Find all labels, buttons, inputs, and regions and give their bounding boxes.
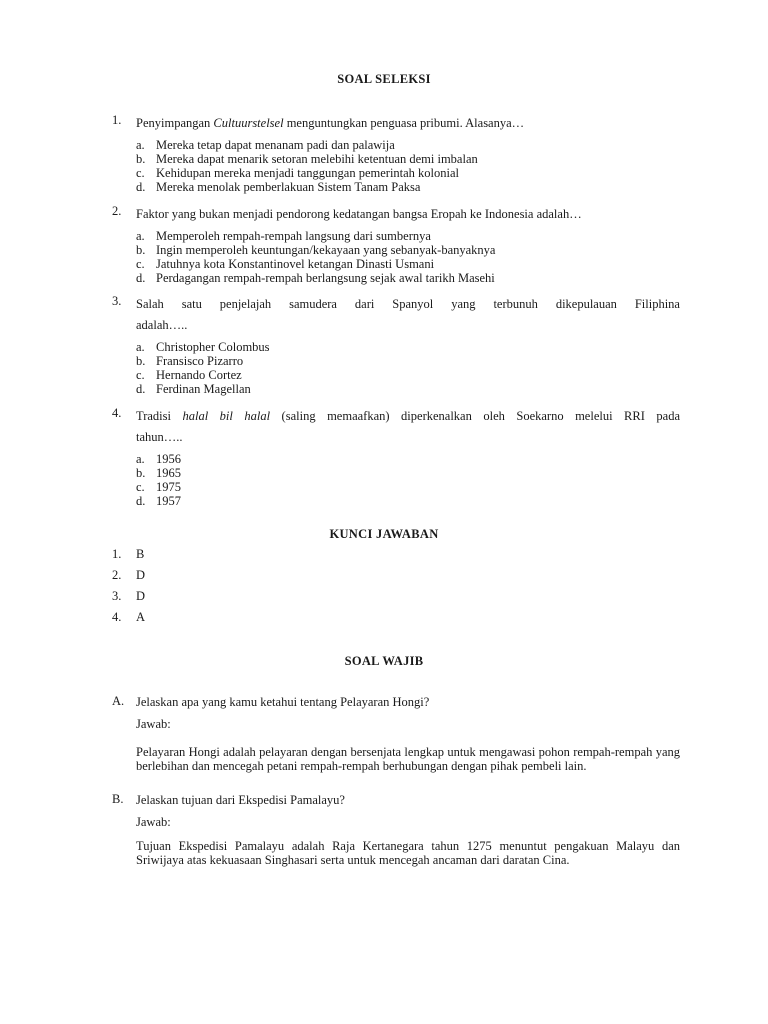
option-a: a. Christopher Colombus xyxy=(136,340,270,354)
essay-question-text: Jelaskan apa yang kamu ketahui tentang Pelayaran Hongi? xyxy=(136,695,430,709)
option-d: d. 1957 xyxy=(136,494,181,508)
jawab-label: Jawab: xyxy=(136,717,171,731)
section-title-soal-seleksi: SOAL SELEKSI xyxy=(337,72,431,86)
option-b: b. Ingin memperoleh keuntungan/kekayaan yang sebanyak-banyaknya xyxy=(136,243,496,257)
essay-letter: A. xyxy=(112,694,125,708)
options-list xyxy=(136,340,680,396)
question-3 xyxy=(112,294,680,396)
options-list xyxy=(136,229,680,285)
option-c: c. Jatuhnya kota Konstantinovel ketangan Dinasti Usmani xyxy=(136,257,435,271)
option-d: d. Ferdinan Magellan xyxy=(136,382,251,396)
question-text-line-2: adalah….. xyxy=(136,318,188,332)
question-text-line-1: Tradisi halal bil halal (saling memaafkan) diperkenalkan oleh Soekarno melelui RRI pada xyxy=(136,409,680,423)
answer-key-item: 1. B xyxy=(112,547,145,561)
answer-key-item: 4. A xyxy=(112,610,146,624)
question-number: 2. xyxy=(112,204,122,218)
option-b: b. Mereka dapat menarik setoran melebihi ketentuan demi imbalan xyxy=(136,152,478,166)
question-number: 3. xyxy=(112,294,122,308)
section-title-kunci-jawaban: KUNCI JAWABAN xyxy=(329,527,439,541)
option-c: c. Hernando Cortez xyxy=(136,368,242,382)
question-number: 1. xyxy=(112,113,122,127)
question-1 xyxy=(112,113,680,194)
question-2 xyxy=(112,204,680,285)
question-text-line-2: tahun….. xyxy=(136,430,183,444)
option-c: c. Kehidupan mereka menjadi tanggungan pemerintah kolonial xyxy=(136,166,460,180)
option-d: d. Mereka menolak pemberlakuan Sistem Tanam Paksa xyxy=(136,180,421,194)
option-b: b. Fransisco Pizarro xyxy=(136,354,244,368)
option-c: c. 1975 xyxy=(136,480,181,494)
option-a: a. Memperoleh rempah-rempah langsung dari sumbernya xyxy=(136,229,431,243)
jawab-label: Jawab: xyxy=(136,815,171,829)
answer-key-item: 2. D xyxy=(112,568,146,582)
question-text: Penyimpangan Cultuurstelsel menguntungkan penguasa pribumi. Alasanya… xyxy=(136,116,525,130)
options-list xyxy=(136,138,680,194)
option-a: a. 1956 xyxy=(136,452,181,466)
question-4 xyxy=(112,406,680,508)
answer-key-item: 3. D xyxy=(112,589,146,603)
essay-question-text: Jelaskan tujuan dari Ekspedisi Pamalayu? xyxy=(136,793,345,807)
answer-key-list xyxy=(112,544,312,628)
option-b: b. 1965 xyxy=(136,466,181,480)
essay-answer-text: Pelayaran Hongi adalah pelayaran dengan bersenjata lengkap untuk mengawasi pohon rempah-rempah yang berlebihan dan mencegah petani rempah-rempah berhubungan dengan pihak pembeli lain. xyxy=(136,745,680,773)
options-list xyxy=(136,452,680,508)
question-text-line-1: Salah satu penjelajah samudera dari Spanyol yang terbunuh dikepulauan Filiphina xyxy=(136,297,680,311)
option-d: d. Perdagangan rempah-rempah berlangsung sejak awal tarikh Masehi xyxy=(136,271,495,285)
essay-question-a xyxy=(112,694,680,773)
essay-question-b xyxy=(112,792,680,867)
section-title-soal-wajib: SOAL WAJIB xyxy=(344,654,424,668)
question-text: Faktor yang bukan menjadi pendorong kedatangan bangsa Eropah ke Indonesia adalah… xyxy=(136,207,582,221)
question-number: 4. xyxy=(112,406,122,420)
essay-letter: B. xyxy=(112,792,124,806)
essay-answer-text: Tujuan Ekspedisi Pamalayu adalah Raja Kertanegara tahun 1275 menuntut pengakuan Malayu dan Sriwijaya atas kekuasaan Singhasari serta untuk mencegah ancaman dari daratan Cina. xyxy=(136,839,680,867)
option-a: a. Mereka tetap dapat menanam padi dan palawija xyxy=(136,138,395,152)
